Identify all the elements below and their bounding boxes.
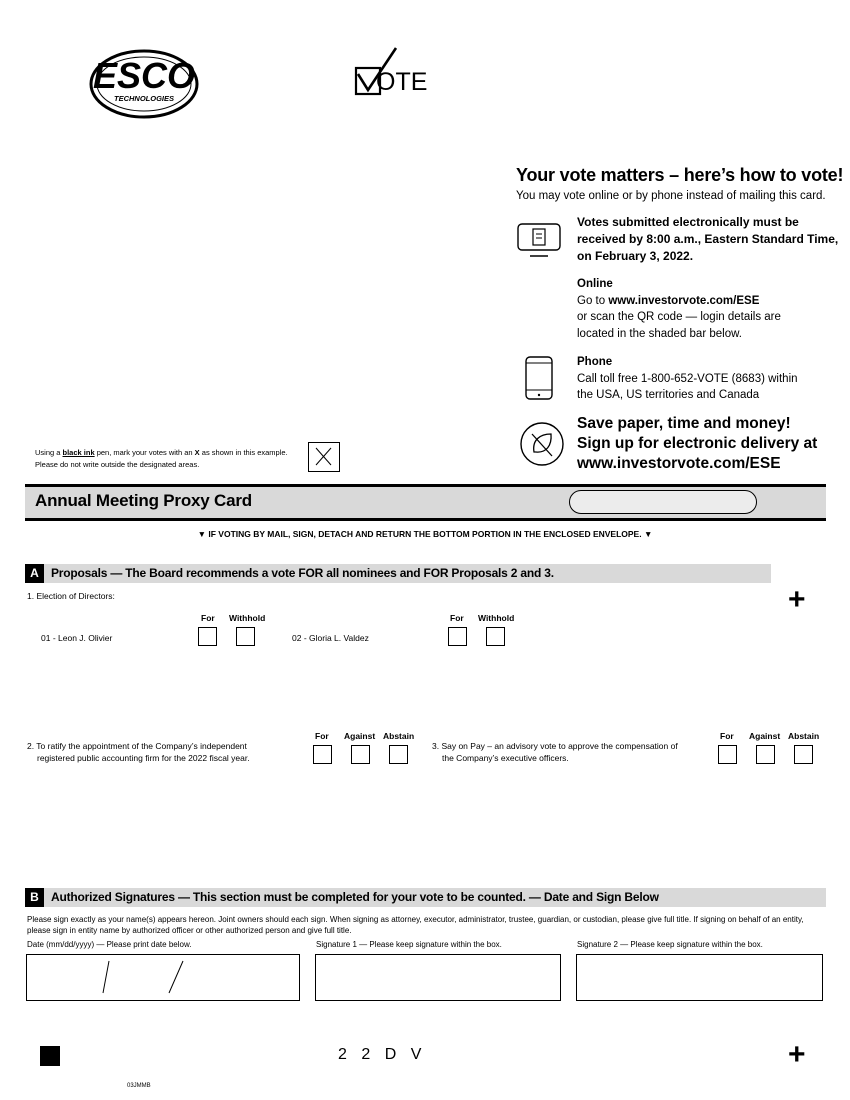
esco-logo-subtext: TECHNOLOGIES <box>113 94 175 103</box>
signature-instructions: Please sign exactly as your name(s) appears hereon. Joint owners should each sign. When signing as attorney, executor, administrator, trustee, guardian, or custodian, please give full title. If signing on behalf of an entity, please sign in entity name by authorized officer or other authorized person and give full title. <box>27 915 804 935</box>
computer-icon <box>516 220 562 260</box>
nominee-2-withhold-header: Withhold <box>478 613 515 623</box>
proposal-3-line-2: the Company’s executive officers. <box>442 753 569 763</box>
phone-voting-block <box>577 354 839 404</box>
ink-instructions-line-1 <box>35 447 315 459</box>
section-b-letter: B <box>25 888 44 907</box>
ink-mid-text: pen, mark your votes with an <box>94 448 195 457</box>
proposal-2-against-checkbox[interactable] <box>351 745 370 764</box>
plus-mark-bottom: + <box>788 1038 806 1071</box>
signature-1-label: Signature 1 — Please keep signature within the box. <box>316 940 502 949</box>
phone-line-1: Call toll free 1-800-652-VOTE (8683) within <box>577 372 798 385</box>
signature-2-label: Signature 2 — Please keep signature within the box. <box>577 940 763 949</box>
registration-mark <box>40 1046 60 1066</box>
phone-line-2: the USA, US territories and Canada <box>577 389 760 401</box>
online-line-1 <box>577 293 839 310</box>
date-label: Date (mm/dd/yyyy) — Please print date below. <box>27 940 192 949</box>
proposal-2-abstain-checkbox[interactable] <box>389 745 408 764</box>
proposal-2-for-checkbox[interactable] <box>313 745 332 764</box>
plus-mark-top: + <box>788 583 806 616</box>
nominee-2-name: 02 - Gloria L. Valdez <box>292 633 369 643</box>
x-mark-icon <box>309 443 338 470</box>
section-a-letter: A <box>25 564 44 583</box>
esco-technologies-logo <box>88 44 200 120</box>
electronic-delivery-text <box>577 414 839 474</box>
online-heading: Online <box>577 278 613 290</box>
edelivery-line-1: Save paper, time and money! <box>577 415 791 432</box>
nominee-1-for-checkbox[interactable] <box>198 627 217 646</box>
online-voting-block <box>577 276 839 342</box>
how-to-vote-subtitle: You may vote online or by phone instead of mailing this card. <box>516 190 826 202</box>
electronic-deadline-text: Votes submitted electronically must be received by 8:00 a.m., Eastern Standard Time, on February 3, 2022. <box>577 215 839 263</box>
election-of-directors-label: 1. Election of Directors: <box>27 591 115 601</box>
section-a-title: Proposals — The Board recommends a vote FOR all nominees and FOR Proposals 2 and 3. <box>51 566 554 580</box>
online-line-3: located in the shaded bar below. <box>577 327 742 340</box>
date-separator-slashes <box>27 955 299 999</box>
ink-pre-text: Using a <box>35 448 63 457</box>
proposal-2-text <box>27 740 297 764</box>
online-line-2: or scan the QR code — login details are <box>577 311 781 323</box>
proposal-3-against-checkbox[interactable] <box>756 745 775 764</box>
ink-post-text: as shown in this example. <box>199 448 288 457</box>
vote-logo <box>352 46 436 100</box>
nominee-1-withhold-header: Withhold <box>229 613 266 623</box>
form-code: 2 2 D V <box>338 1046 427 1063</box>
proposal-2-line-1: 2. To ratify the appointment of the Company’s independent <box>27 741 247 751</box>
proposal-2-line-2: registered public accounting firm for the 2022 fiscal year. <box>37 753 250 763</box>
proposal-2-abstain-header: Abstain <box>383 731 415 741</box>
vote-logo-text: OTE <box>376 68 428 96</box>
esco-logo-text: ESCO <box>92 55 196 96</box>
proposal-3-against-header: Against <box>749 731 781 741</box>
nominee-1-for-header: For <box>201 613 215 623</box>
phone-heading: Phone <box>577 356 613 368</box>
x-mark-example-box <box>308 442 340 472</box>
edelivery-line-2: Sign up for electronic delivery at <box>577 435 818 452</box>
edelivery-url-link[interactable]: www.investorvote.com/ESE <box>577 455 781 472</box>
nominee-2-for-header: For <box>450 613 464 623</box>
online-url-link[interactable]: www.investorvote.com/ESE <box>608 294 760 307</box>
proposal-2-for-header: For <box>315 731 329 741</box>
signature-1-box[interactable] <box>315 954 561 1001</box>
proposal-2-against-header: Against <box>344 731 376 741</box>
nominee-1-withhold-checkbox[interactable] <box>236 627 255 646</box>
nominee-2-withhold-checkbox[interactable] <box>486 627 505 646</box>
phone-icon <box>524 355 554 401</box>
proposal-3-abstain-header: Abstain <box>788 731 820 741</box>
proposal-3-for-header: For <box>720 731 734 741</box>
ink-instructions <box>35 447 315 471</box>
how-to-vote-title: Your vote matters – here’s how to vote! <box>516 165 844 185</box>
proposal-3-for-checkbox[interactable] <box>718 745 737 764</box>
mail-instructions: ▼ IF VOTING BY MAIL, SIGN, DETACH AND RETURN THE BOTTOM PORTION IN THE ENCLOSED ENVELOPE. ▼ <box>197 529 653 539</box>
proposal-3-text <box>432 740 712 764</box>
online-go-text: Go to <box>577 294 609 307</box>
nominee-2-for-checkbox[interactable] <box>448 627 467 646</box>
proposal-3-line-1: 3. Say on Pay – an advisory vote to approve the compensation of <box>432 741 678 751</box>
job-code: 03JMMB <box>127 1083 151 1089</box>
ink-x-text: X <box>194 448 200 457</box>
proxy-card-title: Annual Meeting Proxy Card <box>35 491 252 510</box>
black-ink-text: black ink <box>62 448 95 457</box>
section-b-title: Authorized Signatures — This section must be completed for your vote to be counted. — Date and Sign Below <box>51 890 659 904</box>
signature-2-box[interactable] <box>576 954 823 1001</box>
ink-instructions-line-2: Please do not write outside the designated areas. <box>35 460 200 469</box>
date-input-box[interactable] <box>26 954 300 1001</box>
nominee-1-name: 01 - Leon J. Olivier <box>41 633 113 643</box>
proposal-3-abstain-checkbox[interactable] <box>794 745 813 764</box>
login-details-field[interactable] <box>569 490 757 514</box>
leaf-icon <box>518 420 566 468</box>
